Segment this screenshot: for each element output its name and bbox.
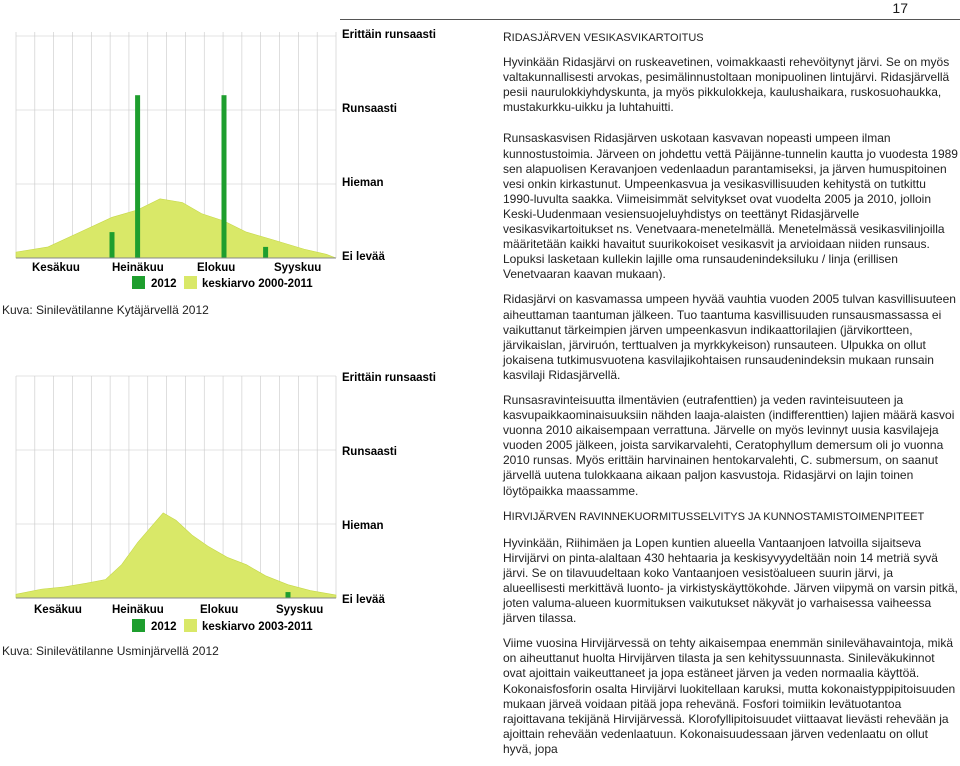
paragraph: Runsasravinteisuutta ilmentävien (eutrafenttien) ja veden ravinteisuuteen ja kasvupaikkaominaisuuksiin nähden laaja-alaisten (indifferenttien) lajien määrä kasvoi vuonna 2010 aikaisempaan verrattuna. Järvelle on myös levinnyt uusia kasvilajeja vuoden 2005 jälkeen, joista sarvikarvalehti, Ceratophyllum demersum oli jo vuonna 2010 runsas. Myös erittäin harvinainen hentokarvalehti, C. submersum, on saanut järvellä uutena tulokkaana aikaan paljon kasvustoja. Ridasjärvi on lajin toinen löytöpaikka maassamme. <box>503 392 955 498</box>
chart-kytajarvi-svg <box>4 20 436 300</box>
heading-initial: R <box>503 30 512 44</box>
page-number: 17 <box>892 0 908 16</box>
legend-label-area: keskiarvo 2003-2011 <box>202 621 313 633</box>
chart-usminjarvi-svg <box>4 366 436 646</box>
average-area-shape <box>16 513 336 598</box>
y-level-none: Ei levää <box>342 594 385 606</box>
legend-label-bar: 2012 <box>151 621 177 633</box>
bar-2012 <box>135 95 140 258</box>
month-label-september: Syyskuu <box>274 262 322 274</box>
y-level-abundant: Runsaasti <box>342 446 397 458</box>
month-label-september: Syyskuu <box>276 604 324 616</box>
y-level-very-abundant: Erittäin runsaasti <box>342 29 436 41</box>
month-label-june: Kesäkuu <box>34 604 82 616</box>
heading-initial: H <box>503 508 512 523</box>
average-area <box>16 199 336 258</box>
month-label-august: Elokuu <box>200 604 239 616</box>
paragraph: Runsaskasvisen Ridasjärven uskotaan kasvavan nopeasti umpeen ilman kunnostustoimia. Järveen on johdettu vettä Päijänne-tunnelin kautta jo vuodesta 1989 sen alapuolisen Keravanjoen vedenlaadun parantamiseksi, ja järven humuspitoinen vesi onkin kirkastunut. Umpeenkasvua ja vesikasvillisuuden kehitystä on tutkittu 1990-luvulta saakka. Viimeisimmät selvitykset ovat vuodelta 2005 ja 2010, jolloin Keski-Uudenmaan vesiensuojeluyhdistys on teettänyt Ridasjärvelle vesikasvikartoitukset ns. Venetvaara-menetelmällä. Menetelmässä vesikasvilinjoilla määritetään kaikki havaitut suurikokoiset vesikasvit ja arvioidaan niiden runsaus. Lopuksi lasketaan kullekin lajille oma runsaudenindeksiluku / linja (erillisen Venetvaaran kaavan mukaan). <box>503 131 958 282</box>
legend-label-area: keskiarvo 2000-2011 <box>202 278 313 290</box>
y-level-very-abundant: Erittäin runsaasti <box>342 372 436 384</box>
section-heading-ridasjarvi <box>503 30 958 46</box>
chart-kytajarvi <box>4 20 436 300</box>
legend-label-bar: 2012 <box>151 278 177 290</box>
bars-2012 <box>286 592 291 598</box>
bar-2012 <box>286 592 291 598</box>
bar-2012 <box>263 247 268 258</box>
month-label-june: Kesäkuu <box>32 262 80 274</box>
legend-swatch-bar <box>132 619 145 632</box>
paragraph: Viime vuosina Hirvijärvessä on tehty aikaisempaa enemmän sinilevähavaintoja, mikä on aiheuttanut huolta Hirvijärven tilasta ja sen kehityssuunnasta. Sinileväkukinnot ovat ajoittain vaikeuttaneet ja jopa estäneet järven ja veden normaalia käyttöä. Kokonaisfosforin osalta Hirvijärvi luokitellaan karuksi, mutta kokonaistyppipitoisuuden mukaan järveä voidaan pitää jopa rehevänä. Fosfori toimiikin levätuotantoa rajoittavana tekijänä Hirvijärvessä. Klorofyllipitoisuudet viittaavat lievästi rehevään ja ajoittain rehevään vedenlaatuun. Kokonaisuudessaan järven vedenlaatu on ollut hyvä, jopa <box>503 636 956 756</box>
y-level-some: Hieman <box>342 520 384 532</box>
y-level-some: Hieman <box>342 177 384 189</box>
figure-caption-1: Kuva: Sinilevätilanne Kytäjärvellä 2012 <box>2 303 209 317</box>
y-level-none: Ei levää <box>342 251 385 263</box>
legend-swatch-area <box>184 619 197 632</box>
bar-2012 <box>110 232 115 258</box>
paragraph: Hyvinkään Ridasjärvi on ruskeavetinen, voimakkaasti rehevöitynyt järvi. Se on myös valtakunnallisesti arvokas, pesimälinnustoltaan monipuolinen lintujärvi. Ridasjärvellä pesii naurulokkiyhdyskunta, ja myös pikkulokkeja, kaulushaikara, ruskosuohaukka, mustakurkku-uikku ja luhtahuitti. <box>503 55 950 115</box>
y-level-abundant: Runsaasti <box>342 103 397 115</box>
figure-caption-2: Kuva: Sinilevätilanne Usminjärvellä 2012 <box>2 644 219 658</box>
bar-2012 <box>222 95 227 258</box>
legend-swatch-area <box>184 276 197 289</box>
chart-usminjarvi <box>4 366 436 646</box>
paragraph: Hyvinkään, Riihimäen ja Lopen kuntien alueella Vantaanjoen latvoilla sijaitseva Hirvijärvi on pinta-alaltaan 430 hehtaaria ja keskisyvyydeltään noin 14 metriä syvä järvi. Se on tilavuudeltaan koko Vantaanjoen vesistöalueen suurin järvi, ja alueellisesti merkittävä luonto- ja virkistyskäyttökohde. Järven viipymä on varsin pitkä, joten valuma-alueen kuormituksen vaikutukset näkyvät jo varhaisessa vaiheessa järven tilassa. <box>503 535 958 626</box>
article-column <box>503 30 958 766</box>
heading-rest: IRVIJÄRVEN RAVINNEKUORMITUSSELVITYS JA KUNNOSTAMISTOIMENPITEET <box>511 510 925 523</box>
header-rule <box>340 19 960 20</box>
month-label-august: Elokuu <box>197 262 236 274</box>
paragraph: Ridasjärvi on kasvamassa umpeen hyvää vauhtia vuoden 2005 tulvan kasvillisuuteen aiheuttaman taantuman jälkeen. Tuo taantuma kasvillisuuden runsausmassassa ei vaikuttanut tärkeimpien järven umpeenkasvun indikaattorilajien (järvikortteen, järvikaislan, järviruón, terttualven ja myrkkykeison) runsauteen. Ulpukka on ollut jokaisena tutkimusvuotena kasvilajikohtaisen runsaudenindeksin mukaan runsain kasvilaji Ridasjärvellä. <box>503 292 956 382</box>
average-area-shape <box>16 199 336 258</box>
average-area <box>16 513 336 598</box>
legend-swatch-bar <box>132 276 145 289</box>
month-label-july: Heinäkuu <box>112 262 164 274</box>
heading-rest: IDASJÄRVEN VESIKASVIKARTOITUS <box>511 32 704 44</box>
month-label-july: Heinäkuu <box>112 604 164 616</box>
section-heading-hirvijarvi <box>503 509 958 525</box>
